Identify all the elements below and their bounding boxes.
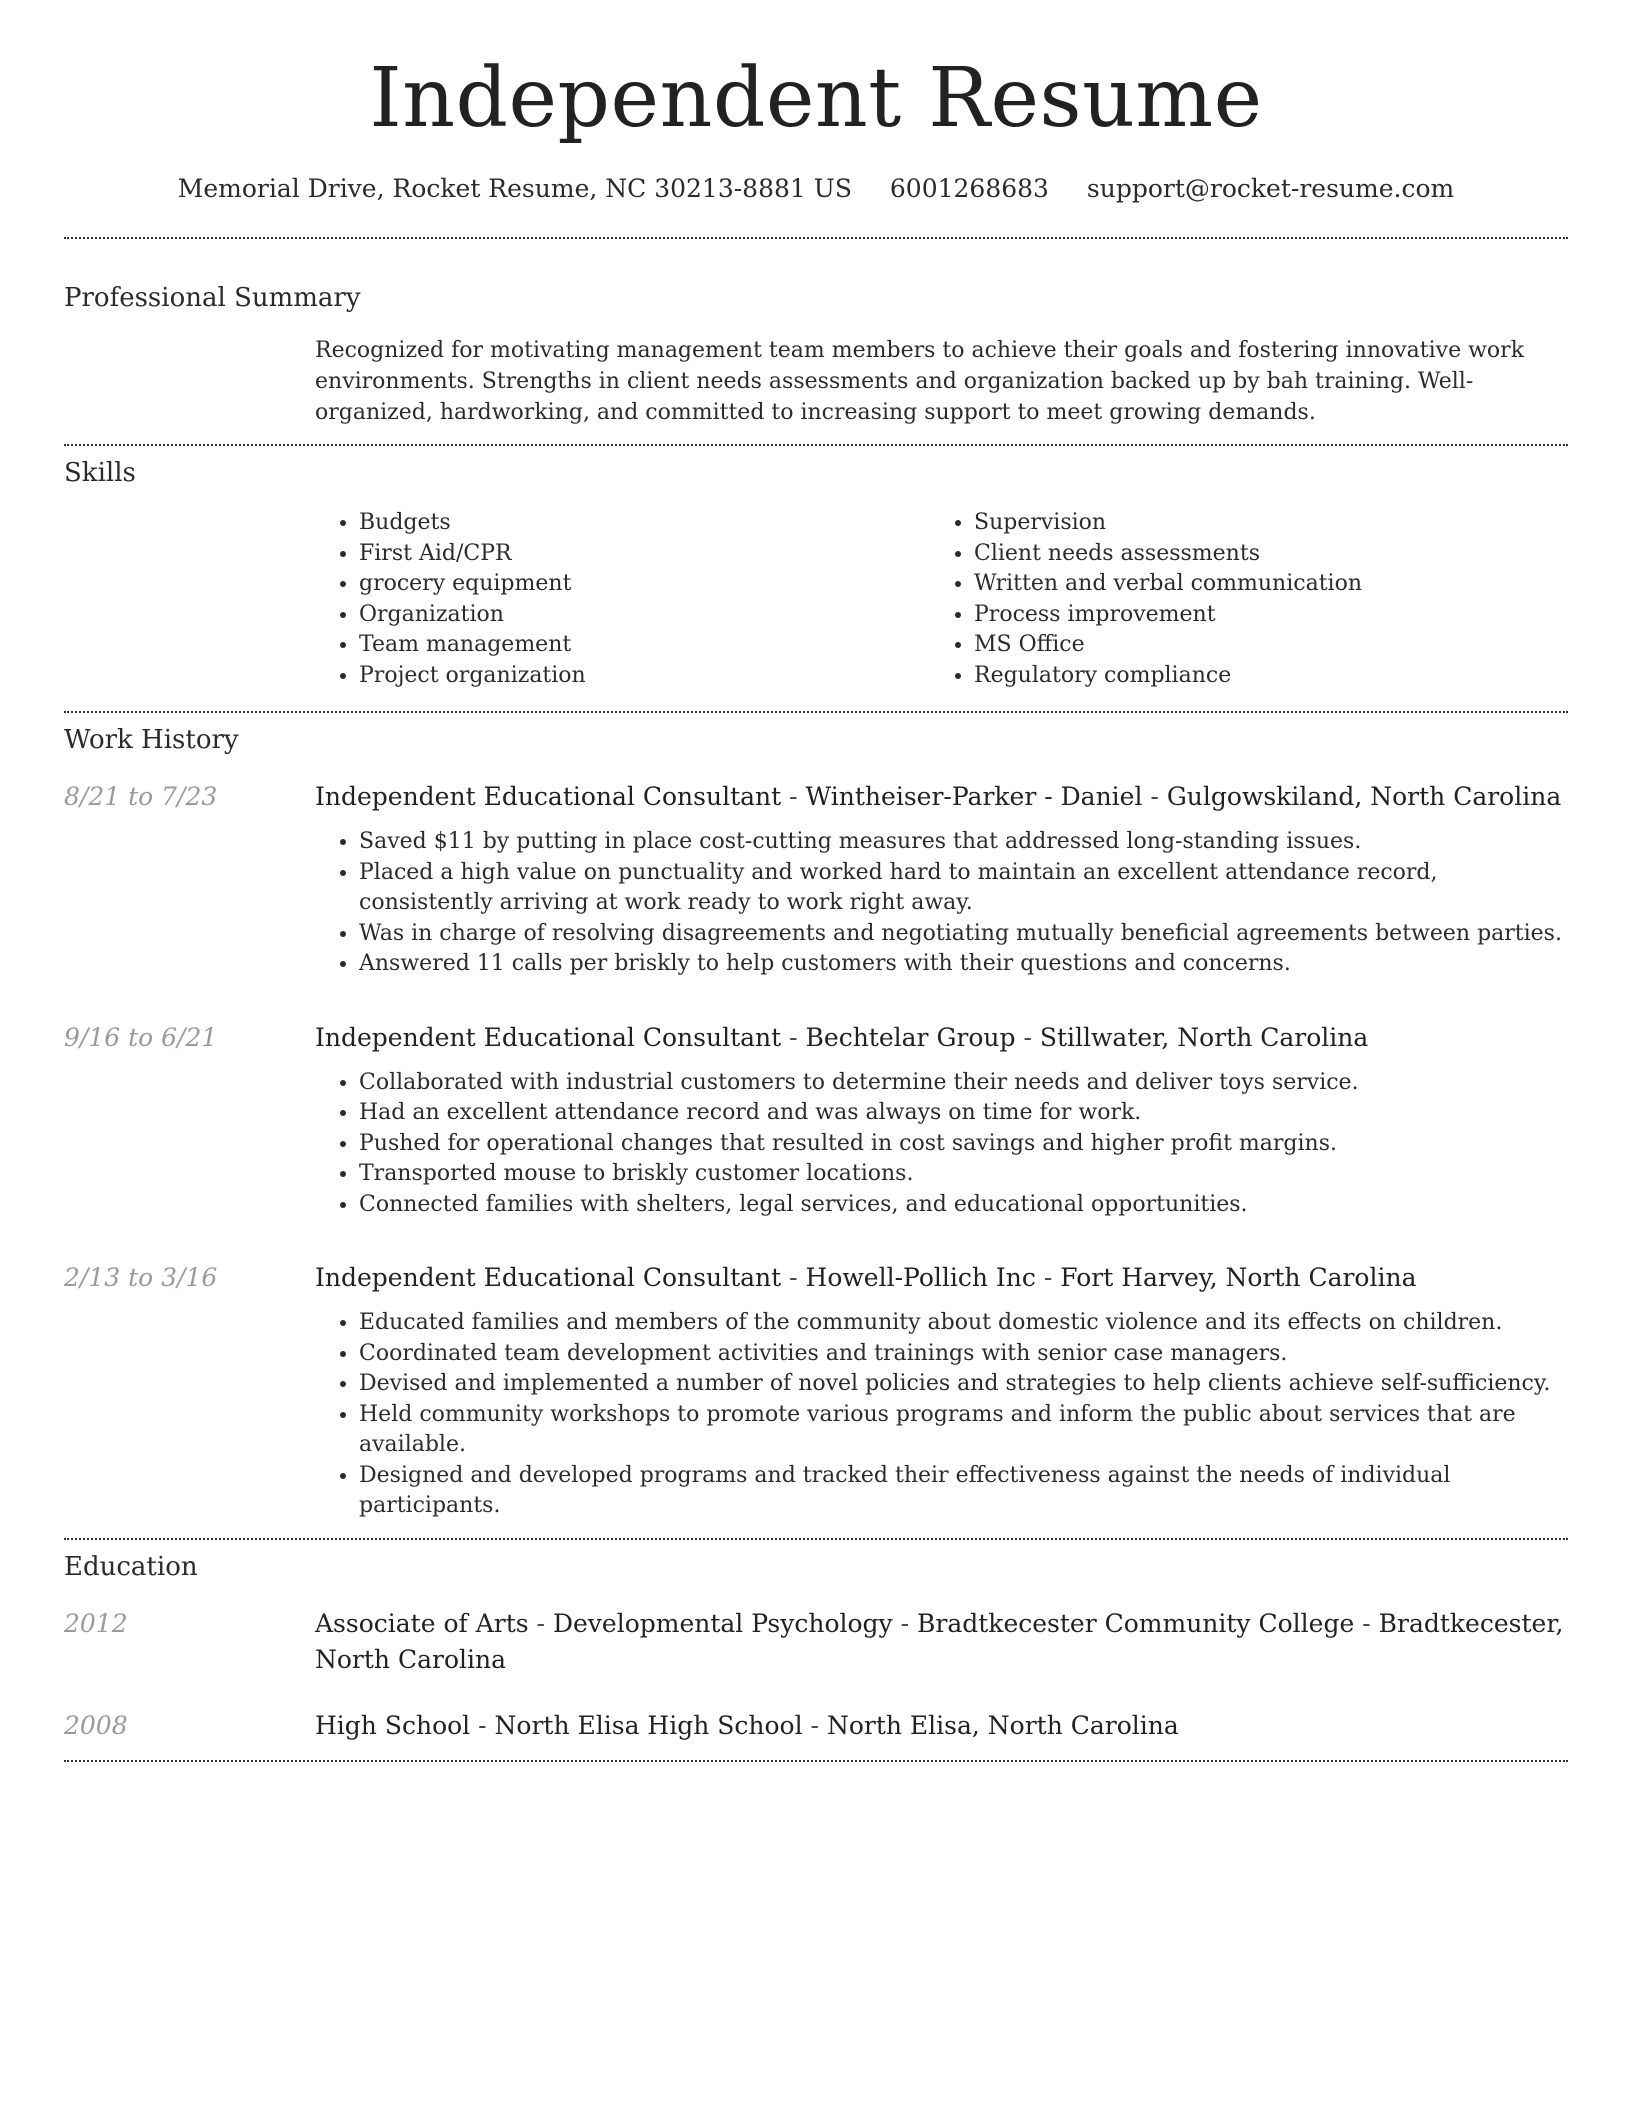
education-degree: High School xyxy=(315,1710,471,1740)
skills-column-left xyxy=(315,508,930,691)
skill-item: • Regulatory compliance xyxy=(974,661,1545,692)
skill-item: • MS Office xyxy=(974,630,1545,661)
job-company: Bechtelar Group xyxy=(805,1022,1016,1052)
education-degree: Associate of Arts xyxy=(315,1608,529,1638)
contact-line xyxy=(64,174,1568,203)
job-entry xyxy=(64,1020,1568,1221)
job-bullet: • Was in charge of resolving disagreements and negotiating mutually beneficial agreements between parties. xyxy=(359,919,1568,950)
skill-item: • Organization xyxy=(359,600,930,631)
skill-item: • Client needs assessments xyxy=(974,539,1545,570)
divider xyxy=(64,1760,1568,1762)
skill-item: • Project organization xyxy=(359,661,930,692)
education-entry xyxy=(64,1708,1568,1744)
job-bullets xyxy=(315,1308,1568,1522)
skill-item: • First Aid/CPR xyxy=(359,539,930,570)
education-location: Bradtkecester, North Carolina xyxy=(315,1608,1564,1674)
job-bullet: • Held community workshops to promote various programs and inform the public about services that are available. xyxy=(359,1400,1568,1461)
divider xyxy=(64,237,1568,239)
education-entry xyxy=(64,1606,1568,1678)
divider xyxy=(64,711,1568,713)
contact-address: Memorial Drive, Rocket Resume, NC 30213-8881 US xyxy=(177,174,852,203)
job-location: Stillwater, North Carolina xyxy=(1039,1022,1369,1052)
job-location: Gulgowskiland, North Carolina xyxy=(1166,782,1562,811)
job-role: Independent Educational Consultant xyxy=(315,1263,782,1292)
skills-column-right xyxy=(930,508,1545,691)
skill-item: • Budgets xyxy=(359,508,930,539)
education-location: North Elisa, North Carolina xyxy=(826,1710,1179,1740)
education-heading-line: High School - North Elisa High School - North Elisa, North Carolina xyxy=(315,1710,1179,1740)
skill-item: • Written and verbal communication xyxy=(974,569,1545,600)
job-bullet: • Devised and implemented a number of novel policies and strategies to help clients achieve self-sufficiency. xyxy=(359,1369,1568,1400)
contact-phone: 6001268683 xyxy=(889,174,1049,203)
education-field: Developmental Psychology xyxy=(552,1608,893,1638)
job-bullet: • Placed a high value on punctuality and worked hard to maintain an excellent attendance record, consistently arriving at work ready to work right away. xyxy=(359,858,1568,919)
skills-heading: Skills xyxy=(64,458,136,488)
education-year: 2012 xyxy=(64,1608,128,1638)
job-date: 8/21 to 7/23 xyxy=(64,782,218,811)
job-bullets xyxy=(315,1068,1568,1221)
job-heading: Independent Educational Consultant - Bechtelar Group - Stillwater, North Carolina xyxy=(315,1022,1369,1052)
education-heading-line: Associate of Arts - Developmental Psychology - Bradtkecester Community College - Bradtkecester, North Carolina xyxy=(315,1608,1564,1674)
job-bullet: • Educated families and members of the community about domestic violence and its effects on children. xyxy=(359,1308,1568,1339)
contact-email: support@rocket-resume.com xyxy=(1086,174,1455,203)
job-bullet: • Collaborated with industrial customers to determine their needs and deliver toys service. xyxy=(359,1068,1568,1099)
job-bullet: • Answered 11 calls per briskly to help customers with their questions and concerns. xyxy=(359,949,1568,980)
job-date: 2/13 to 3/16 xyxy=(64,1263,218,1292)
divider xyxy=(64,444,1568,446)
education-year: 2008 xyxy=(64,1710,128,1740)
skills-list xyxy=(315,508,1568,691)
skill-item: • grocery equipment xyxy=(359,569,930,600)
job-role: Independent Educational Consultant xyxy=(315,1022,782,1052)
education-school: Bradtkecester Community College xyxy=(917,1608,1355,1638)
job-role: Independent Educational Consultant xyxy=(315,782,782,811)
education-school: North Elisa High School xyxy=(494,1710,803,1740)
job-entry xyxy=(64,1260,1568,1522)
summary-text: Recognized for motivating management team members to achieve their goals and fostering innovative work environments. Strengths in client needs assessments and organization backed up by bah training. Well-organized, hardworking, and committed to increasing support to meet growing demands. xyxy=(315,338,1525,425)
job-entry xyxy=(64,779,1568,980)
skill-item: • Team management xyxy=(359,630,930,661)
job-bullet: • Had an excellent attendance record and was always on time for work. xyxy=(359,1098,1568,1129)
job-heading: Independent Educational Consultant - Wintheiser-Parker - Daniel - Gulgowskiland, North Carolina xyxy=(315,782,1562,811)
job-company: Wintheiser-Parker - Daniel xyxy=(805,782,1143,811)
skill-item: • Process improvement xyxy=(974,600,1545,631)
job-company: Howell-Pollich Inc xyxy=(805,1263,1036,1292)
resume-name: Independent Resume xyxy=(369,51,1263,146)
divider xyxy=(64,1538,1568,1540)
job-bullet: • Coordinated team development activities and trainings with senior case managers. xyxy=(359,1339,1568,1370)
job-bullet: • Saved $11 by putting in place cost-cutting measures that addressed long-standing issues. xyxy=(359,827,1568,858)
job-bullet: • Connected families with shelters, legal services, and educational opportunities. xyxy=(359,1190,1568,1221)
job-date: 9/16 to 6/21 xyxy=(64,1022,218,1052)
work-heading: Work History xyxy=(64,725,239,755)
job-heading: Independent Educational Consultant - Howell-Pollich Inc - Fort Harvey, North Carolina xyxy=(315,1263,1417,1292)
skill-item: • Supervision xyxy=(974,508,1545,539)
summary-heading: Professional Summary xyxy=(64,283,361,313)
job-bullet: • Pushed for operational changes that resulted in cost savings and higher profit margins. xyxy=(359,1129,1568,1160)
job-bullets xyxy=(315,827,1568,980)
education-heading: Education xyxy=(64,1551,198,1582)
job-bullet: • Transported mouse to briskly customer locations. xyxy=(359,1159,1568,1190)
job-bullet: • Designed and developed programs and tracked their effectiveness against the needs of individual participants. xyxy=(359,1461,1568,1522)
job-location: Fort Harvey, North Carolina xyxy=(1060,1263,1417,1292)
